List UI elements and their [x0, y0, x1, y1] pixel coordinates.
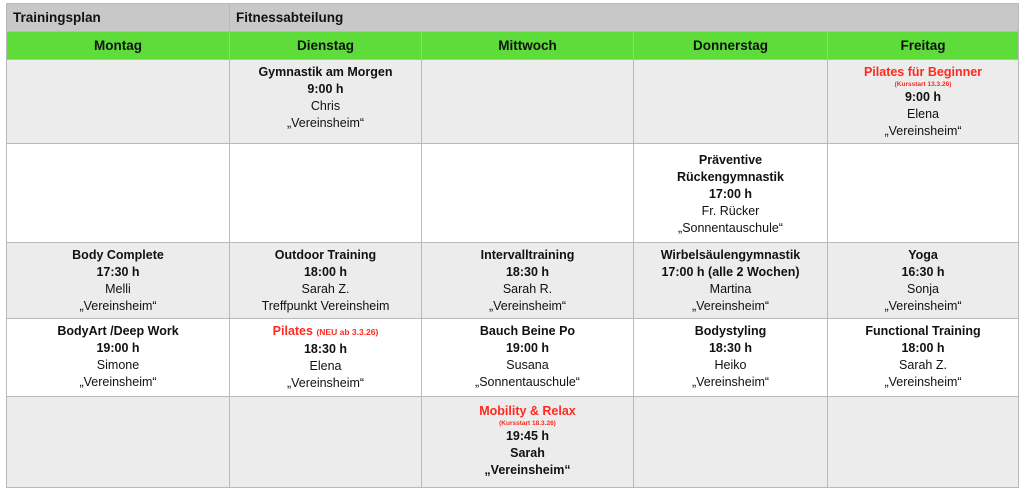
- schedule-table: [6, 3, 1019, 488]
- weekday-header-row: [7, 32, 1019, 60]
- course-cell: [828, 319, 1019, 397]
- course-time: 9:00 h: [904, 90, 942, 104]
- course-location: Treffpunkt Vereinsheim: [261, 299, 390, 313]
- course-name: Pilates für Beginner: [863, 65, 983, 79]
- course-trainer: Fr. Rücker: [701, 204, 760, 218]
- course-name-line: [828, 323, 1018, 340]
- empty-cell: [828, 397, 1019, 488]
- course-time: 17:30 h: [96, 265, 140, 279]
- course-name-line: [230, 247, 421, 264]
- course-cell: [230, 319, 422, 397]
- course-time: 19:00 h: [505, 341, 550, 355]
- empty-cell: [230, 144, 422, 243]
- course-name-line: [230, 64, 421, 81]
- course-trainer: Elena: [907, 107, 939, 121]
- course-name: Outdoor Training: [274, 248, 377, 262]
- course-trainer: Sarah: [510, 446, 545, 460]
- course-trainer: Heiko: [714, 358, 747, 372]
- course-cell: [230, 60, 422, 144]
- course-time: 18:00 h: [901, 341, 945, 355]
- course-name-line: [634, 323, 827, 340]
- course-location: „Vereinsheim“: [691, 299, 770, 313]
- course-location: „Vereinsheim“: [884, 375, 962, 389]
- course-location: „Sonnentauschule“: [678, 221, 783, 235]
- course-cell: [7, 243, 230, 319]
- course-name: Bodystyling: [694, 324, 767, 338]
- empty-cell: [828, 144, 1019, 243]
- course-name: Gymnastik am Morgen: [258, 65, 393, 79]
- course-name: Yoga: [908, 248, 938, 262]
- title-row: [7, 4, 1019, 32]
- course-name-line: [634, 247, 827, 264]
- course-location: „Sonnentauschule“: [475, 375, 580, 389]
- course-time: 19:00 h: [96, 341, 140, 355]
- course-time: 18:00 h: [303, 265, 348, 279]
- empty-cell: [422, 60, 634, 144]
- course-name-line: [828, 247, 1018, 264]
- course-name: Mobility & Relax: [479, 404, 576, 418]
- course-trainer: Sarah Z.: [899, 358, 947, 372]
- course-location: „Vereinsheim“: [488, 299, 567, 313]
- course-location: „Vereinsheim“: [484, 463, 571, 477]
- course-location: „Vereinsheim“: [286, 376, 365, 390]
- empty-cell: [422, 144, 634, 243]
- course-name-continued: Rückengymnastik: [677, 170, 784, 184]
- course-trainer: Sarah R.: [502, 282, 553, 296]
- course-name-line: [422, 323, 633, 340]
- course-cell: [828, 60, 1019, 144]
- course-trainer: Elena: [309, 359, 342, 373]
- course-name-line: [828, 64, 1018, 81]
- course-name-line: [7, 323, 229, 340]
- training-schedule: [6, 3, 1018, 488]
- course-cell: [634, 243, 828, 319]
- course-trainer: Sonja: [907, 282, 939, 296]
- course-time: 9:00 h: [307, 82, 344, 96]
- course-cell: [634, 319, 828, 397]
- course-name: Wirbelsäulengymnastik: [660, 248, 801, 262]
- schedule-row: [7, 60, 1019, 144]
- course-time: 18:30 h: [708, 341, 753, 355]
- course-cell: [230, 243, 422, 319]
- course-time: 17:00 h: [708, 187, 753, 201]
- course-name: Bauch Beine Po: [479, 324, 576, 338]
- empty-cell: [634, 60, 828, 144]
- day-header: Montag: [7, 32, 230, 60]
- course-start-note: (Kursstart 13.3.26): [894, 81, 952, 88]
- course-cell: [422, 243, 634, 319]
- day-header: Donnerstag: [634, 32, 828, 60]
- course-time: 18:30 h: [505, 265, 550, 279]
- course-cell: [7, 319, 230, 397]
- day-header: Freitag: [828, 32, 1019, 60]
- course-time: 18:30 h: [303, 342, 348, 356]
- course-cell: [634, 144, 828, 243]
- course-trainer: Susana: [506, 358, 549, 372]
- day-header: Dienstag: [230, 32, 422, 60]
- course-name-line: [230, 323, 421, 341]
- course-time: 17:00 h (alle 2 Wochen): [661, 265, 800, 279]
- department-title: Fitnessabteilung: [230, 4, 1019, 32]
- empty-cell: [7, 397, 230, 488]
- schedule-row: [7, 397, 1019, 488]
- schedule-title: Trainingsplan: [7, 4, 230, 32]
- course-location: „Vereinsheim“: [286, 116, 365, 130]
- course-name: Intervalltraining: [480, 248, 575, 262]
- empty-cell: [7, 60, 230, 144]
- course-trainer: Simone: [96, 358, 140, 372]
- course-name: Präventive: [698, 153, 763, 167]
- course-location: „Vereinsheim“: [79, 375, 157, 389]
- schedule-row: [7, 243, 1019, 319]
- course-start-note: (Kursstart 18.3.26): [499, 420, 556, 427]
- course-time: 16:30 h: [901, 265, 945, 279]
- empty-cell: [7, 144, 230, 243]
- course-name: Body Complete: [72, 248, 164, 262]
- course-cell: [422, 319, 634, 397]
- course-location: „Vereinsheim“: [691, 375, 770, 389]
- course-trainer: Martina: [709, 282, 752, 296]
- schedule-row: [7, 319, 1019, 397]
- course-trainer: Chris: [310, 99, 341, 113]
- course-cell: [422, 397, 634, 488]
- course-name: Pilates: [272, 324, 313, 338]
- course-time: 19:45 h: [505, 429, 550, 443]
- course-trainer: Melli: [105, 282, 131, 296]
- course-name: Functional Training: [865, 324, 981, 338]
- course-name-line: [422, 403, 633, 420]
- course-name-line: [634, 152, 827, 169]
- schedule-body: [7, 60, 1019, 488]
- day-header: Mittwoch: [422, 32, 634, 60]
- course-location: „Vereinsheim“: [884, 299, 962, 313]
- course-note: (NEU ab 3.3.26): [316, 327, 379, 337]
- course-location: „Vereinsheim“: [884, 124, 962, 138]
- empty-cell: [634, 397, 828, 488]
- course-name-line: [422, 247, 633, 264]
- course-location: „Vereinsheim“: [79, 299, 157, 313]
- empty-cell: [230, 397, 422, 488]
- schedule-row: [7, 144, 1019, 243]
- course-name: BodyArt /Deep Work: [57, 324, 179, 338]
- course-trainer: Sarah Z.: [301, 282, 350, 296]
- course-name-line: [7, 247, 229, 264]
- course-cell: [828, 243, 1019, 319]
